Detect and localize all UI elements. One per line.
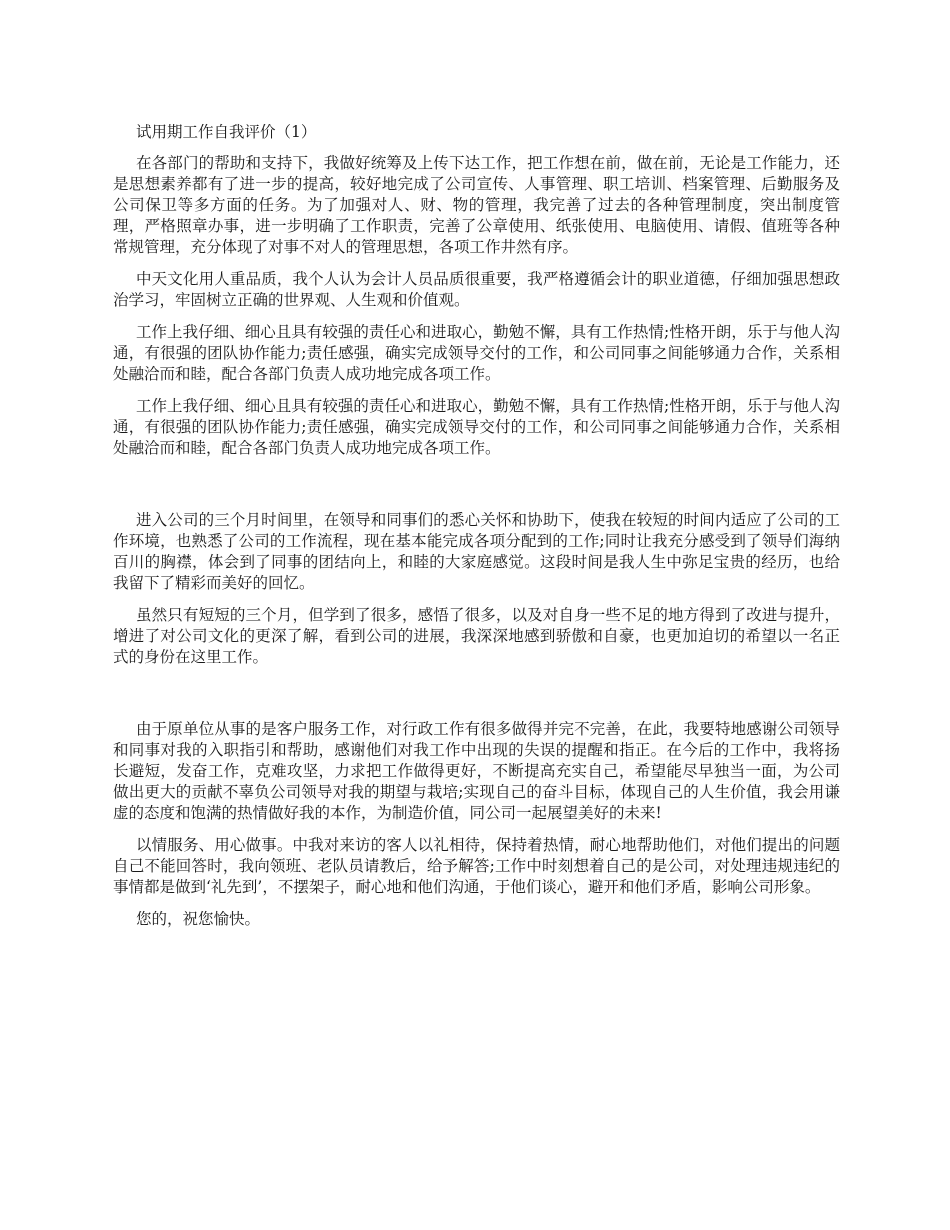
document-page: [113, 122, 840, 941]
paragraph-5: 进入公司的三个月时间里，在领导和同事们的悉心关怀和协助下，使我在较短的时间内适应了公司的工作环境，也熟悉了公司的工作流程，现在基本能完成各项分配到的工作;同时让我充分感受到了领导们海纳百川的胸襟，体会到了同事的团结向上，和睦的大家庭感觉。这段时间是我人生中弥足宝贵的经历，也给我留下了精彩而美好的回忆。: [113, 511, 840, 592]
paragraph-7: 由于原单位从事的是客户服务工作，对行政工作有很多做得并完不完善，在此，我要特地感谢公司领导和同事对我的入职指引和帮助，感谢他们对我工作中出现的失误的提醒和指正。在今后的工作中，我将扬长避短，发奋工作，克难攻坚，力求把工作做得更好，不断提高充实自己，希望能尽早独当一面，为公司做出更大的贡献不辜负公司领导对我的期望与栽培;实现自己的奋斗目标，体现自己的人生价值，我会用谦虚的态度和饱满的热情做好我的本作，为制造价值，同公司一起展望美好的未来!: [113, 720, 840, 822]
paragraph-9: 您的，祝您愉快。: [136, 910, 261, 928]
paragraph-1: 在各部门的帮助和支持下，我做好统筹及上传下达工作，把工作想在前，做在前，无论是工作能力，还是思想素养都有了进一步的提高，较好地完成了公司宣传、人事管理、职工培训、档案管理、后勤服务及公司保卫等多方面的任务。为了加强对人、财、物的管理，我完善了过去的各种管理制度，突出制度管理，严格照章办事，进一步明确了工作职责，完善了公章使用、纸张使用、电脑使用、请假、值班等各种常规管理，充分体现了对事不对人的管理思想，各项工作井然有序。: [113, 154, 840, 256]
section-gap: [113, 470, 840, 510]
paragraph-4: 工作上我仔细、细心且具有较强的责任心和进取心，勤勉不懈，具有工作热情;性格开朗，乐于与他人沟通，有很强的团队协作能力;责任感强，确实完成领导交付的工作，和公司同事之间能够通力合作，关系相处融洽而和睦，配合各部门负责人成功地完成各项工作。: [113, 397, 840, 457]
document-title: 试用期工作自我评价（1）: [136, 123, 317, 141]
paragraph-3: 工作上我仔细、细心且具有较强的责任心和进取心，勤勉不懈，具有工作热情;性格开朗，乐于与他人沟通，有很强的团队协作能力;责任感强，确实完成领导交付的工作，和公司同事之间能够通力合作，关系相处融洽而和睦，配合各部门负责人成功地完成各项工作。: [113, 323, 840, 383]
section-gap: [113, 679, 840, 719]
paragraph-2: 中天文化用人重品质，我个人认为会计人员品质很重要，我严格遵循会计的职业道德，仔细加强思想政治学习，牢固树立正确的世界观、人生观和价值观。: [113, 270, 840, 309]
paragraph-8: 以情服务、用心做事。中我对来访的客人以礼相待，保持着热情，耐心地帮助他们，对他们提出的问题自己不能回答时，我向领班、老队员请教后，给予解答;工作中时刻想着自己的是公司，对处理违规违纪的事情都是做到‘礼先到’，不摆架子，耐心地和他们沟通，于他们谈心，避开和他们矛盾，影响公司形象。: [113, 836, 840, 896]
paragraph-6: 虽然只有短短的三个月，但学到了很多，感悟了很多，以及对自身一些不足的地方得到了改进与提升，增进了对公司文化的更深了解，看到公司的进展，我深深地感到骄傲和自豪，也更加迫切的希望以一名正式的身份在这里工作。: [113, 606, 840, 666]
